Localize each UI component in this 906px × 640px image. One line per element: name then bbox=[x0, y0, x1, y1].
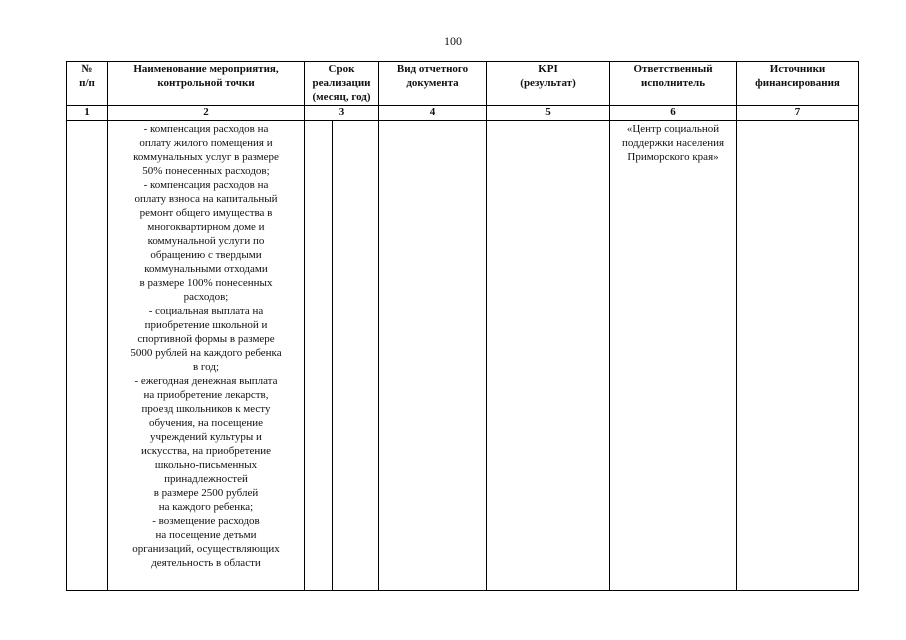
activity-text-line: принадлежностей bbox=[164, 473, 248, 485]
cell-activity bbox=[108, 121, 305, 591]
column-number-1: 1 bbox=[67, 106, 108, 121]
column-number-3: 3 bbox=[305, 106, 379, 121]
column-number-7: 7 bbox=[737, 106, 859, 121]
column-number-6: 6 bbox=[610, 106, 737, 121]
activity-text-line: - возмещение расходов bbox=[152, 515, 260, 527]
header-report-type: Вид отчетного документа bbox=[379, 62, 487, 106]
cell-funding-sources bbox=[737, 121, 859, 591]
activity-text-line: коммунальных услуг в размере bbox=[133, 151, 279, 163]
activity-text-line: обращению с твердыми bbox=[150, 249, 262, 261]
executor-text-line: «Центр социальной bbox=[626, 123, 720, 135]
cell-number bbox=[67, 121, 108, 591]
header-deadline: Срок реализации (месяц, год) bbox=[305, 62, 379, 106]
activity-text-line: ремонт общего имущества в bbox=[139, 207, 273, 219]
activity-text-line: коммунальной услуги по bbox=[147, 235, 265, 247]
column-number-2: 2 bbox=[108, 106, 305, 121]
activity-text-line: искусства, на приобретение bbox=[140, 445, 272, 457]
activity-text-line: - компенсация расходов на bbox=[143, 123, 269, 135]
header-number: № п/п bbox=[67, 62, 108, 106]
column-number-row bbox=[67, 106, 859, 121]
cell-deadline-end bbox=[333, 121, 379, 591]
activity-text-line: на приобретение лекарств, bbox=[143, 389, 269, 401]
header-kpi: KPI (результат) bbox=[487, 62, 610, 106]
cell-executor bbox=[610, 121, 737, 591]
header-row bbox=[67, 62, 859, 106]
executor-text-line: Приморского края» bbox=[627, 151, 719, 163]
activity-text-line: проезд школьников к месту bbox=[141, 403, 271, 415]
executor-text bbox=[610, 121, 736, 164]
activity-text-line: на посещение детьми bbox=[155, 529, 257, 541]
activity-text-line: деятельность в области bbox=[151, 557, 261, 569]
executor-text-line: поддержки населения bbox=[621, 137, 725, 149]
activity-text-line: расходов; bbox=[183, 291, 229, 303]
activity-text-line: оплату взноса на капитальный bbox=[134, 193, 278, 205]
column-number-4: 4 bbox=[379, 106, 487, 121]
activity-text-line: в размере 100% понесенных bbox=[139, 277, 273, 289]
activity-text-line: спортивной формы в размере bbox=[137, 333, 275, 345]
cell-deadline-start bbox=[305, 121, 333, 591]
header-executor: Ответственный исполнитель bbox=[610, 62, 737, 106]
activity-text-line: - ежегодная денежная выплата bbox=[134, 375, 278, 387]
activity-text bbox=[108, 121, 304, 570]
activity-text-line: в год; bbox=[192, 361, 220, 373]
header-activity-name: Наименование мероприятия, контрольной точки bbox=[108, 62, 305, 106]
activity-text-line: в размере 2500 рублей bbox=[153, 487, 259, 499]
cell-report-type bbox=[379, 121, 487, 591]
activity-text-line: обучения, на посещение bbox=[148, 417, 263, 429]
header-funding-sources: Источники финансирования bbox=[737, 62, 859, 106]
activity-text-line: коммунальными отходами bbox=[144, 263, 268, 275]
activity-text-line: - социальная выплата на bbox=[148, 305, 264, 317]
activity-text-line: 50% понесенных расходов; bbox=[142, 165, 270, 177]
measures-table bbox=[66, 61, 859, 591]
table-row bbox=[67, 121, 859, 591]
page-number: 100 bbox=[444, 34, 462, 48]
cell-kpi bbox=[487, 121, 610, 591]
activity-text-line: оплату жилого помещения и bbox=[139, 137, 273, 149]
activity-text-line: школьно-письменных bbox=[154, 459, 258, 471]
activity-text-line: учреждений культуры и bbox=[150, 431, 262, 443]
column-number-5: 5 bbox=[487, 106, 610, 121]
activity-text-line: многоквартирном доме и bbox=[147, 221, 265, 233]
activity-text-line: 5000 рублей на каждого ребенка bbox=[130, 347, 282, 359]
activity-text-line: - компенсация расходов на bbox=[143, 179, 269, 191]
activity-text-line: организаций, осуществляющих bbox=[132, 543, 280, 555]
activity-text-line: на каждого ребенка; bbox=[158, 501, 254, 513]
activity-text-line: приобретение школьной и bbox=[144, 319, 268, 331]
